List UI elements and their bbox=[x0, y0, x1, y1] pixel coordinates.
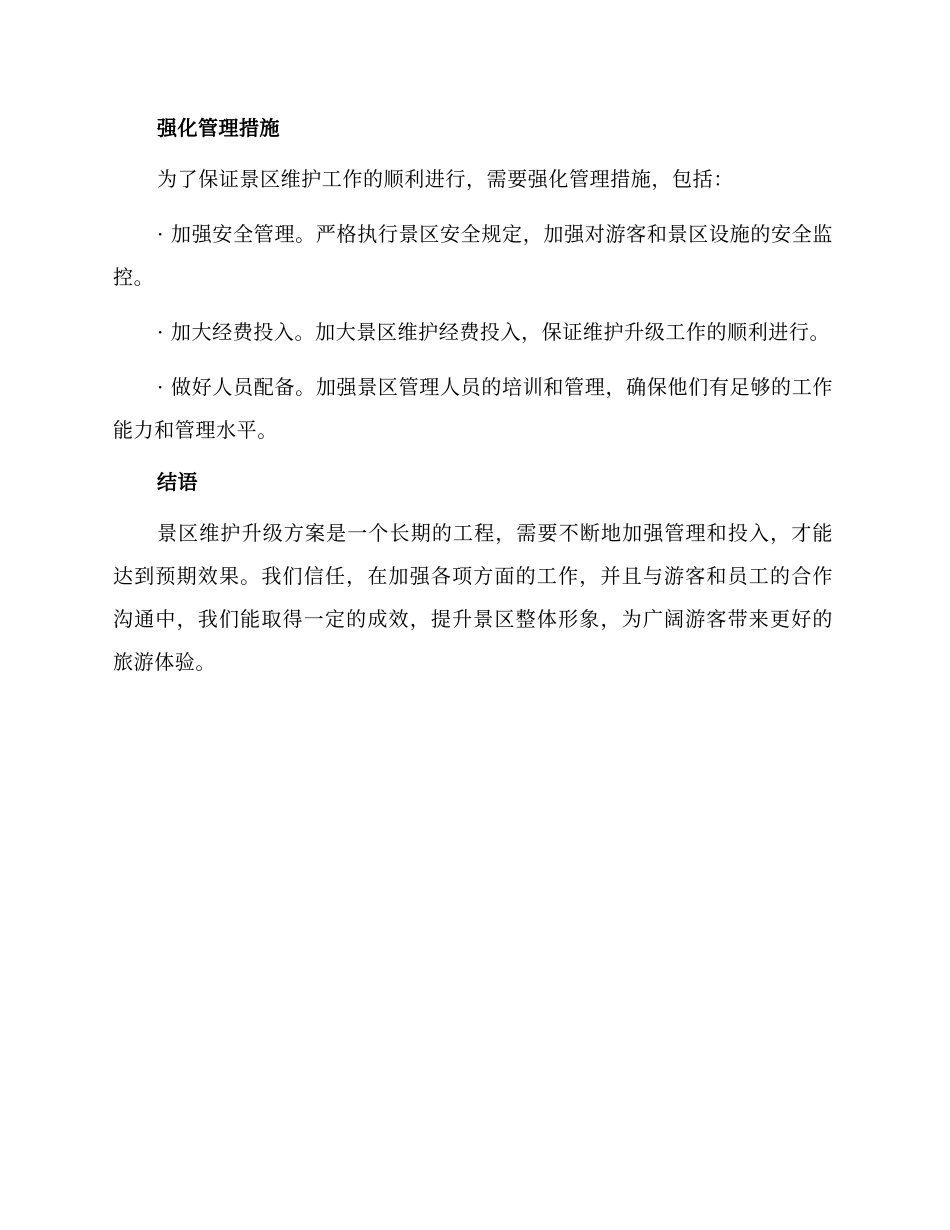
bullet-funding-investment: · 加大经费投入。加大景区维护经费投入，保证维护升级工作的顺利进行。 bbox=[157, 320, 831, 344]
bullet-safety-management: · 加强安全管理。严格执行景区安全规定，加强对游客和景区设施的安全监控。 bbox=[113, 222, 833, 289]
section-heading-conclusion: 结语 bbox=[157, 470, 198, 494]
bullet-staffing: · 做好人员配备。加强景区管理人员的培训和管理，确保他们有足够的工作能力和管理水平。 bbox=[113, 375, 833, 442]
management-intro-paragraph: 为了保证景区维护工作的顺利进行，需要强化管理措施，包括： bbox=[157, 167, 734, 191]
document-content bbox=[113, 110, 833, 684]
section-heading-management: 强化管理措施 bbox=[157, 116, 280, 140]
conclusion-paragraph: 景区维护升级方案是一个长期的工程，需要不断地加强管理和投入，才能达到预期效果。我们信任，在加强各项方面的工作，并且与游客和员工的合作沟通中，我们能取得一定的成效，提升景区整体形象，为广阔游客带来更好的旅游体验。 bbox=[113, 521, 833, 674]
